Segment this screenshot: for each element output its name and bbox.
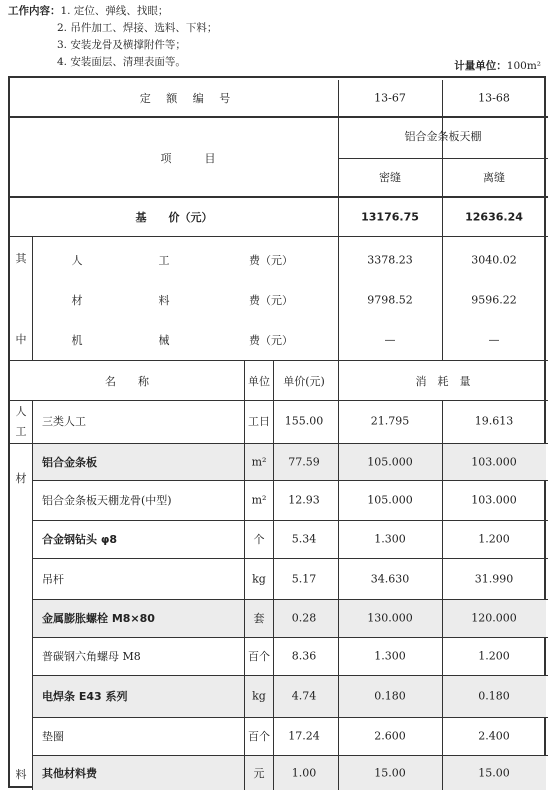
resource-price: 8.36 bbox=[291, 649, 317, 663]
row-divider bbox=[32, 558, 548, 559]
consumption-value: 103.000 bbox=[471, 493, 517, 507]
measure-unit-label: 计量单位： bbox=[454, 60, 507, 72]
material-side-label: 材 bbox=[15, 472, 27, 485]
work-item: 3. 安装龙骨及横撑附件等； bbox=[57, 39, 186, 51]
row-divider bbox=[10, 196, 548, 198]
resource-unit: m² bbox=[251, 493, 267, 507]
base-price-label: 基 价（元） bbox=[135, 211, 213, 224]
consumption-value: 120.000 bbox=[471, 611, 517, 625]
cost-value: 3378.23 bbox=[367, 253, 413, 267]
row-divider bbox=[32, 599, 548, 600]
row-divider bbox=[32, 520, 548, 521]
cost-side-label: 其 bbox=[15, 252, 27, 265]
resource-price: 4.74 bbox=[291, 689, 317, 703]
work-item: 4. 安装面层、清理表面等。 bbox=[57, 56, 186, 68]
resource-name: 电焊条 E43 系列 bbox=[42, 690, 128, 703]
consumption-value: 2.400 bbox=[478, 729, 510, 743]
row-divider bbox=[32, 637, 548, 638]
row-divider bbox=[10, 116, 548, 118]
column-divider bbox=[338, 196, 339, 236]
consumption-value: 15.00 bbox=[478, 766, 510, 779]
resource-unit: 百个 bbox=[248, 730, 270, 743]
consumption-value: 15.00 bbox=[374, 766, 406, 779]
resource-name: 铝合金条板天棚龙骨(中型) bbox=[42, 494, 172, 507]
resource-price: 5.17 bbox=[291, 572, 317, 585]
cost-value: — bbox=[488, 333, 500, 347]
column-divider bbox=[32, 400, 33, 790]
consumption-value: 34.630 bbox=[370, 572, 410, 585]
cost-value: — bbox=[384, 333, 396, 347]
sub-header: 密缝 bbox=[379, 171, 401, 184]
cost-label: 械 bbox=[158, 334, 170, 347]
quota-table bbox=[8, 76, 546, 788]
consumption-value: 1.300 bbox=[374, 532, 406, 546]
column-header: 名 称 bbox=[105, 375, 149, 388]
resource-price: 0.28 bbox=[291, 611, 317, 625]
consumption-value: 21.795 bbox=[370, 414, 410, 428]
column-divider bbox=[32, 236, 33, 360]
code-label: 定 额 编 号 bbox=[139, 92, 237, 105]
cost-label: 料 bbox=[158, 294, 170, 307]
quota-code: 13-67 bbox=[374, 91, 406, 105]
column-divider bbox=[244, 360, 245, 790]
column-divider bbox=[442, 400, 443, 790]
resource-price: 77.59 bbox=[288, 455, 320, 468]
row-divider bbox=[338, 158, 548, 159]
sub-header: 离缝 bbox=[483, 171, 505, 184]
column-header: 单位 bbox=[248, 375, 270, 388]
resource-name: 铝合金条板 bbox=[42, 455, 97, 469]
resource-name: 合金钢钻头 φ8 bbox=[42, 533, 118, 546]
consumption-value: 2.600 bbox=[374, 729, 406, 743]
cost-value: 3040.02 bbox=[471, 253, 517, 267]
work-content-label: 工作内容： bbox=[8, 5, 61, 17]
consumption-value: 19.613 bbox=[474, 414, 514, 428]
resource-name: 吊杆 bbox=[42, 572, 64, 586]
quota-code: 13-68 bbox=[478, 91, 510, 105]
resource-price: 17.24 bbox=[288, 729, 320, 743]
cost-label: 费（元） bbox=[249, 294, 293, 307]
resource-unit: kg bbox=[252, 689, 266, 703]
work-content bbox=[8, 3, 217, 71]
row-divider bbox=[10, 236, 548, 237]
column-divider bbox=[338, 80, 339, 196]
row-divider bbox=[32, 480, 548, 481]
row-divider bbox=[10, 400, 548, 401]
column-divider bbox=[338, 360, 339, 790]
resource-price: 12.93 bbox=[288, 493, 320, 507]
material-side-label: 料 bbox=[15, 768, 27, 781]
measure-unit bbox=[454, 58, 541, 73]
column-header: 单价(元) bbox=[283, 375, 325, 388]
cost-label: 工 bbox=[158, 254, 170, 267]
resource-unit: 个 bbox=[253, 533, 265, 546]
resource-name: 普碳钢六角螺母 M8 bbox=[42, 650, 141, 663]
row-divider bbox=[10, 443, 548, 444]
cost-label: 机 bbox=[71, 334, 83, 347]
column-header: 消 耗 量 bbox=[415, 375, 471, 388]
column-divider bbox=[442, 236, 443, 360]
consumption-value: 130.000 bbox=[367, 611, 413, 625]
resource-price: 5.34 bbox=[291, 532, 317, 546]
resource-unit: 套 bbox=[253, 612, 265, 625]
measure-unit-value: 100m² bbox=[506, 60, 541, 72]
resource-name: 三类人工 bbox=[42, 415, 86, 428]
cost-value: 9596.22 bbox=[471, 293, 517, 307]
resource-name: 其他材料费 bbox=[42, 766, 97, 780]
cost-label: 费（元） bbox=[249, 254, 293, 267]
labor-side-label: 工 bbox=[15, 425, 27, 438]
consumption-value: 1.200 bbox=[478, 649, 510, 663]
resource-name: 金属膨胀螺栓 M8×80 bbox=[42, 612, 155, 625]
cost-label: 费（元） bbox=[249, 334, 293, 347]
consumption-value: 105.000 bbox=[367, 455, 413, 468]
resource-name: 垫圈 bbox=[42, 730, 64, 743]
resource-price: 155.00 bbox=[284, 414, 324, 428]
consumption-value: 31.990 bbox=[474, 572, 514, 585]
column-divider bbox=[273, 360, 274, 790]
cost-value: 9798.52 bbox=[367, 293, 413, 307]
resource-unit: m² bbox=[251, 455, 267, 468]
consumption-value: 1.300 bbox=[374, 649, 406, 663]
work-item: 1. 定位、弹线、找眼； bbox=[60, 5, 169, 17]
cost-label: 材 bbox=[71, 294, 83, 307]
group-header: 铝合金条板天棚 bbox=[404, 130, 482, 143]
base-price: 12636.24 bbox=[465, 210, 523, 224]
cost-side-label: 中 bbox=[15, 333, 27, 346]
resource-unit: 元 bbox=[253, 766, 265, 780]
consumption-value: 105.000 bbox=[367, 493, 413, 507]
row-divider bbox=[32, 675, 548, 676]
cost-label: 人 bbox=[71, 254, 83, 267]
column-divider bbox=[442, 196, 443, 236]
base-price: 13176.75 bbox=[361, 210, 419, 224]
labor-side-label: 人 bbox=[15, 405, 27, 418]
resource-unit: 百个 bbox=[248, 650, 270, 663]
resource-unit: 工日 bbox=[248, 415, 270, 428]
row-divider bbox=[32, 717, 548, 718]
column-divider bbox=[338, 236, 339, 360]
resource-price: 1.00 bbox=[291, 766, 317, 779]
consumption-value: 0.180 bbox=[374, 689, 406, 703]
consumption-value: 0.180 bbox=[478, 689, 510, 703]
consumption-value: 1.200 bbox=[478, 532, 510, 546]
row-shading bbox=[33, 755, 546, 790]
consumption-value: 103.000 bbox=[471, 455, 517, 468]
row-divider bbox=[32, 755, 548, 756]
item-label: 项 目 bbox=[160, 152, 216, 165]
row-divider bbox=[10, 360, 548, 361]
work-item: 2. 吊件加工、焊接、选料、下料； bbox=[57, 22, 218, 34]
resource-unit: kg bbox=[252, 572, 266, 585]
